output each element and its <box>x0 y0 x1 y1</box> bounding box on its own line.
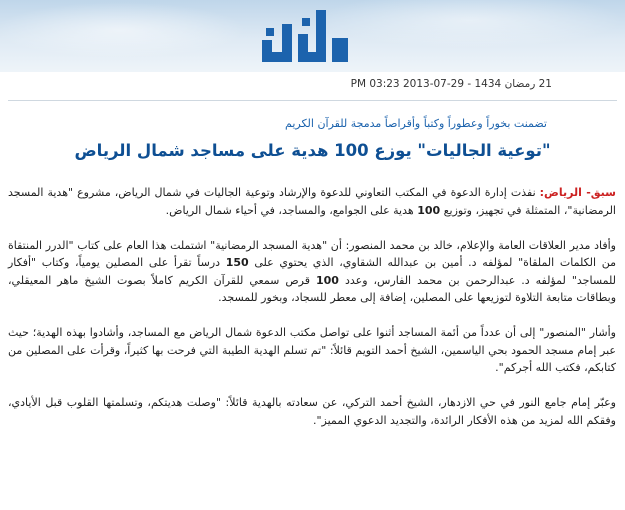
logo-block <box>302 18 310 26</box>
logo-block <box>332 38 348 62</box>
paragraph-text: وأفاد مدير العلاقات العامة والإعلام، خالد بن محمد المنصور: أن "هدية المسجد الرمضانية" اشتملت هذا العام على كتاب "الدرر المنتقاة من الكلمات الملقاة" لمؤلفه د. أمين بن عبدالله الشقاوي، الذي يحتوي على <box>8 238 616 269</box>
number-highlight: 100 <box>417 203 441 217</box>
site-header <box>0 0 625 72</box>
paragraph-text: هدية على الجوامع، والمساجد، في أحياء شمال الرياض. <box>165 203 418 217</box>
paragraph-1 <box>8 184 616 219</box>
paragraph-3: وأشار "المنصور" إلى أن عدداً من أئمة المساجد أثنوا على تواصل مكتب الدعوة شمال الرياض مع المساجد، وأشادوا بهذه الهدية؛ حيث عبر إمام مسجد الحمود بحي الياسمين، الشيخ أحمد التويم قائلاً: "تم تسلم الهدية الطيبة التي فرحت بها كثيراً، وقرأت على المصلين من كتابكم، فكتب الله أجركم". <box>8 326 616 374</box>
logo-block <box>316 10 326 62</box>
article-body <box>8 184 616 447</box>
logo-block <box>266 28 274 36</box>
paragraph-4: وعبّر إمام جامع النور في حي الازدهار، الشيخ أحمد التركي، عن سعادته بالهدية قائلاً: "وصلت هديتكم، وتسلمتها القلوب قبل الأيادي، وفقكم الله لمزيد من هذه الأفكار الرائدة، والتجديد الدعوي المميز". <box>8 396 616 427</box>
paragraph-text: نفذت إدارة الدعوة في المكتب التعاوني للدعوة والإرشاد وتوعية الجاليات في شمال الرياض، مشروع "هدية المسجد الرمضانية"، المتمثلة في تجهيز، وتوزيع <box>8 186 616 217</box>
sabq-logo[interactable] <box>262 10 348 62</box>
article-source: سبق- الرياض: <box>539 186 616 199</box>
paragraph-2 <box>8 237 616 307</box>
article-headline: "توعية الجاليات" يوزع 100 هدية على مساجد شمال الرياض <box>74 141 551 160</box>
article-date: 21 رمضان 1434 - 29-07-2013 PM 03:23 <box>350 78 552 90</box>
paragraph-text: درساً تقرأ على المصلين يومياً، وكتاب "أفكار للمساجد" لمؤلفه د. عبدالرحمن بن محمد الفارس، وعدد <box>8 256 616 287</box>
paragraph-text: قرص سمعي للقرآن الكريم كاملاً بصوت الشيخ ماهر المعيقلي، وبطاقات متابعة التلاوة لتوزيعها على المصلين، إضافة إلى معطر للسجاد، وبخور للمسجد. <box>8 273 616 304</box>
article-subtitle: تضمنت بخوراً وعطوراً وكتباً وأقراصاً مدمجة للقرآن الكريم <box>285 117 547 130</box>
divider <box>8 100 617 101</box>
logo-block <box>282 24 292 62</box>
number-highlight: 150 <box>225 256 249 269</box>
number-highlight: 100 <box>316 273 339 287</box>
